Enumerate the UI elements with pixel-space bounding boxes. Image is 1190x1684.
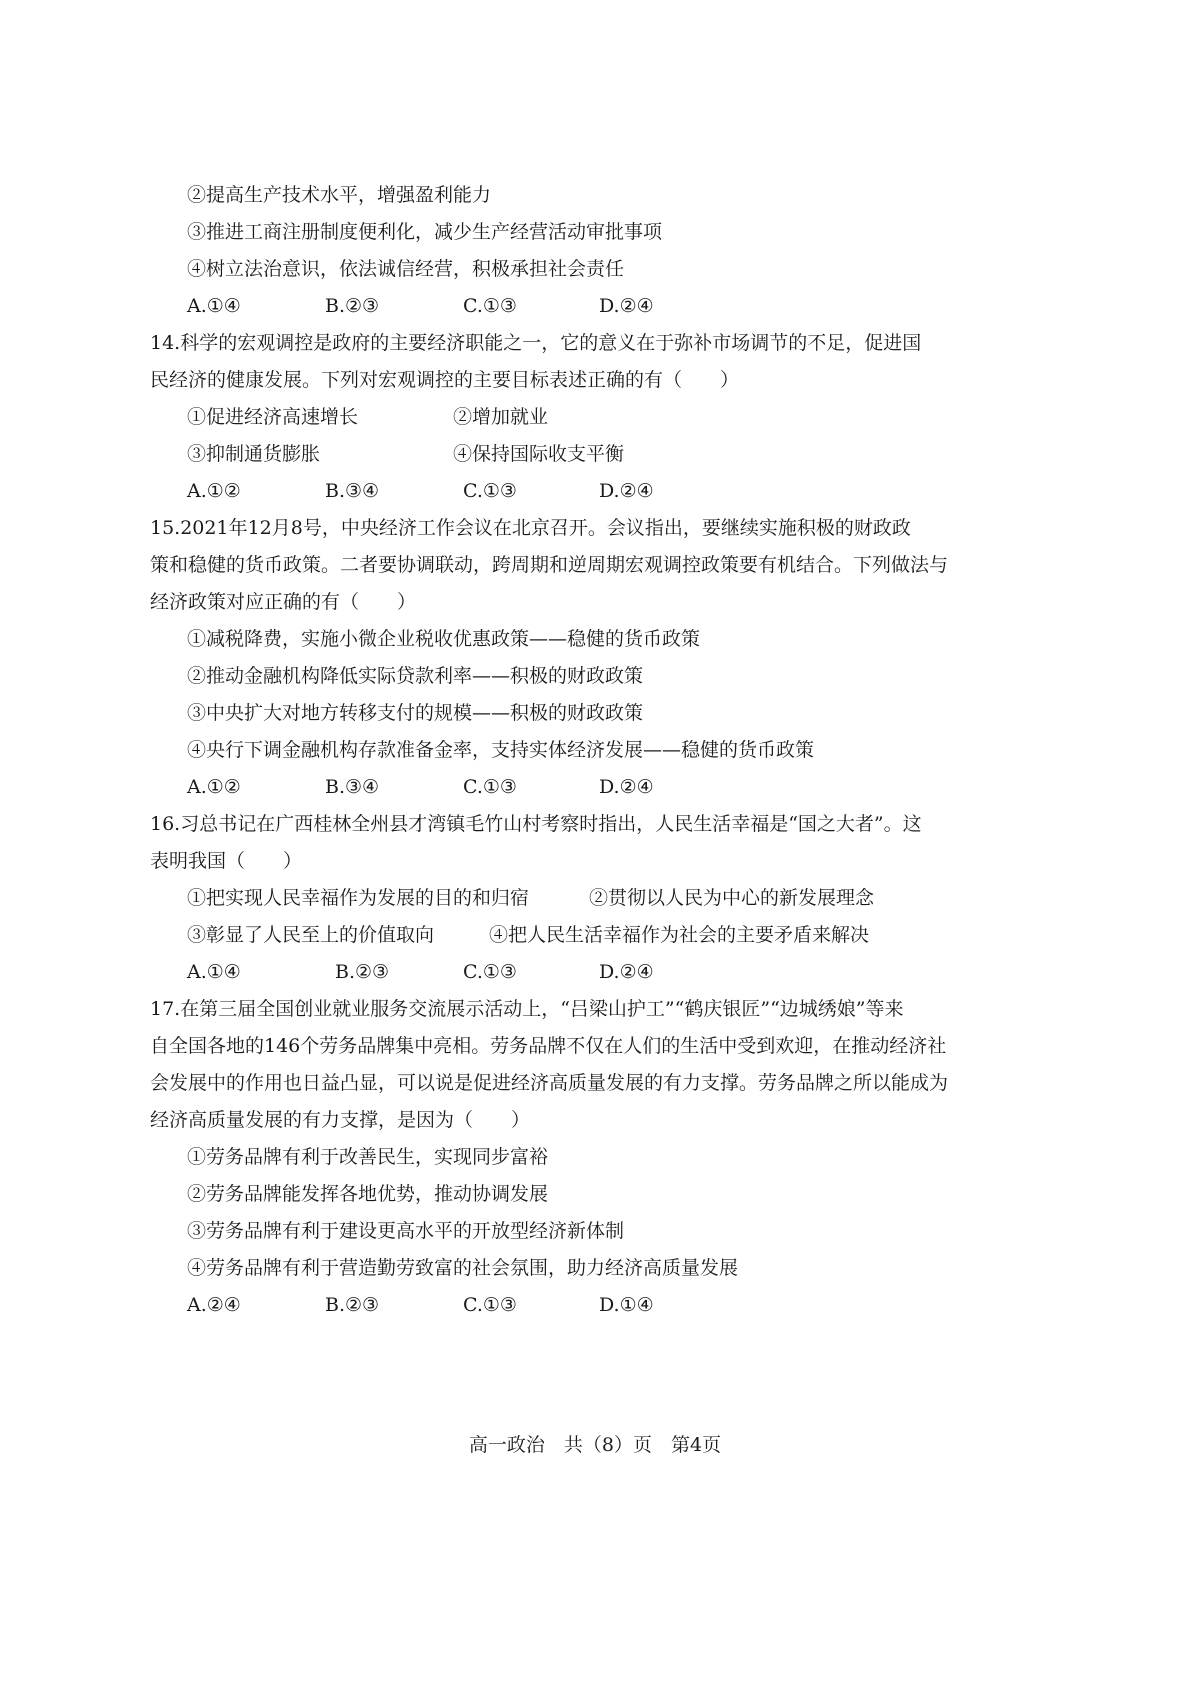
q16-options-row-2 [187,923,967,947]
q17-stem-line-3: 会发展中的作用也日益凸显，可以说是促进经济高质量发展的有力支撑。劳务品牌之所以能成为 [150,1072,949,1094]
q15-choice-c: C.①③ [463,776,517,798]
q13-choice-c: C.①③ [463,295,517,317]
q13-option-3: ③推进工商注册制度便利化，减少生产经营活动审批事项 [187,221,663,243]
q14-choice-b: B.③④ [325,480,380,502]
q17-stem-line-1: 17.在第三届全国创业就业服务交流展示活动上，“吕梁山护工”“鹤庆银匠”“边城绣娘”等来 [150,998,904,1020]
q13-choice-d: D.②④ [599,295,654,317]
q14-option-4: ④保持国际收支平衡 [453,443,625,465]
q14-options-row-1 [187,405,787,429]
q13-option-4: ④树立法治意识，依法诚信经营，积极承担社会责任 [187,258,625,280]
q14-stem-line-2: 民经济的健康发展。下列对宏观调控的主要目标表述正确的有（ ） [150,369,740,391]
q17-option-1: ①劳务品牌有利于改善民生，实现同步富裕 [187,1146,549,1168]
q16-choice-d: D.②④ [599,961,654,983]
q17-choice-d: D.①④ [599,1294,654,1316]
q14-choice-a: A.①② [187,480,241,502]
q15-choice-d: D.②④ [599,776,654,798]
q14-options-row-2 [187,442,787,466]
q16-stem-line-2: 表明我国（ ） [150,850,303,872]
q13-choices [187,294,787,318]
q16-option-2: ②贯彻以人民为中心的新发展理念 [589,887,875,909]
q14-option-2: ②增加就业 [453,406,549,428]
q17-option-2: ②劳务品牌能发挥各地优势，推动协调发展 [187,1183,549,1205]
q14-stem-line-1: 14.科学的宏观调控是政府的主要经济职能之一，它的意义在于弥补市场调节的不足，促进国 [150,332,922,354]
q16-choices [187,960,787,984]
q15-choice-a: A.①② [187,776,241,798]
q15-option-1: ①减税降费，实施小微企业税收优惠政策——稳健的货币政策 [187,628,701,650]
q17-choice-a: A.②④ [187,1294,241,1316]
q15-choice-b: B.③④ [325,776,380,798]
page-footer: 高一政治 共（8）页 第4页 [468,1434,722,1456]
q16-choice-c: C.①③ [463,961,517,983]
q16-option-3: ③彰显了人民至上的价值取向 [187,924,435,946]
q17-choice-c: C.①③ [463,1294,517,1316]
q17-choices [187,1293,787,1317]
q13-option-2: ②提高生产技术水平，增强盈利能力 [187,184,492,206]
q16-options-row-1 [187,886,967,910]
q14-option-3: ③抑制通货膨胀 [187,443,321,465]
q17-option-3: ③劳务品牌有利于建设更高水平的开放型经济新体制 [187,1220,625,1242]
q16-stem-line-1: 16.习总书记在广西桂林全州县才湾镇毛竹山村考察时指出，人民生活幸福是“国之大者”。这 [150,813,922,835]
q14-choice-c: C.①③ [463,480,517,502]
q16-choice-a: A.①④ [187,961,241,983]
q13-choice-b: B.②③ [325,295,380,317]
q16-option-4: ④把人民生活幸福作为社会的主要矛盾来解决 [489,924,870,946]
q17-stem-line-2: 自全国各地的146个劳务品牌集中亮相。劳务品牌不仅在人们的生活中受到欢迎，在推动经济社 [150,1035,947,1057]
q17-stem-line-4: 经济高质量发展的有力支撑，是因为（ ） [150,1109,531,1131]
q15-stem-line-1: 15.2021年12月8号，中央经济工作会议在北京召开。会议指出，要继续实施积极的财政政 [150,517,911,539]
q15-stem-line-3: 经济政策对应正确的有（ ） [150,591,417,613]
q15-option-3: ③中央扩大对地方转移支付的规模——积极的财政政策 [187,702,644,724]
q15-choices [187,775,787,799]
q17-option-4: ④劳务品牌有利于营造勤劳致富的社会氛围，助力经济高质量发展 [187,1257,739,1279]
q14-option-1: ①促进经济高速增长 [187,406,359,428]
q15-option-4: ④央行下调金融机构存款准备金率，支持实体经济发展——稳健的货币政策 [187,739,815,761]
q13-choice-a: A.①④ [187,295,241,317]
q14-choices [187,479,787,503]
q15-stem-line-2: 策和稳健的货币政策。二者要协调联动，跨周期和逆周期宏观调控政策要有机结合。下列做法与 [150,554,949,576]
q16-choice-b: B.②③ [335,961,390,983]
q17-choice-b: B.②③ [325,1294,380,1316]
q14-choice-d: D.②④ [599,480,654,502]
q16-option-1: ①把实现人民幸福作为发展的目的和归宿 [187,887,530,909]
q15-option-2: ②推动金融机构降低实际贷款利率——积极的财政政策 [187,665,644,687]
